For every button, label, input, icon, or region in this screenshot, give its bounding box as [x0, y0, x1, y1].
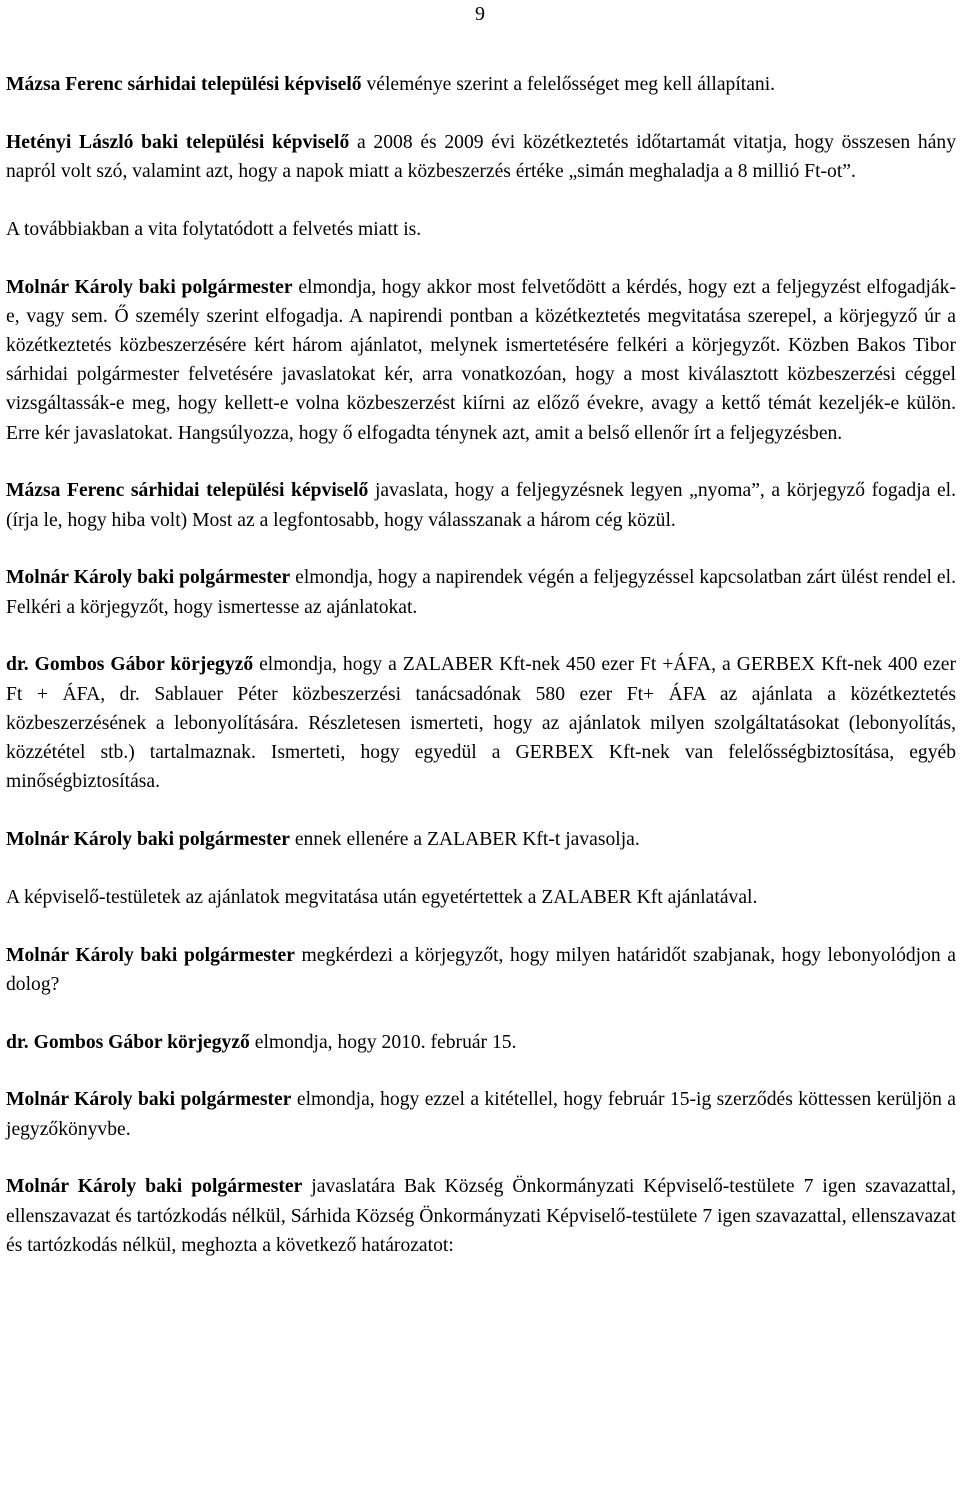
- paragraph: [6, 1028, 956, 1057]
- paragraph-text: elmondja, hogy a ZALABER Kft-nek 450 ezer Ft +ÁFA, a GERBEX Kft-nek 400 ezer Ft + ÁFA, dr. Sablauer Péter közbeszerzési tanácsadónak 580 ezer Ft+ ÁFA az ajánlata a közétkeztetés közbeszerzésének a lebonyolítására. Részletesen ismerteti, hogy az ajánlatok milyen szolgáltatásokat (lebonyolítás, közzététel stb.) tartalmaznak. Ismerteti, hogy egyedül a GERBEX Kft-nek van felelősségbiztosítása, egyéb minőségbiztosítása.: [6, 654, 956, 793]
- paragraph-text: ennek ellenére a ZALABER Kft-t javasolja.: [289, 829, 640, 851]
- paragraph-text: elmondja, hogy 2010. február 15.: [249, 1031, 517, 1053]
- speaker-name: dr. Gombos Gábor körjegyző: [6, 1031, 250, 1053]
- paragraph: [6, 70, 956, 99]
- paragraph: [6, 1085, 956, 1143]
- speaker-name: Mázsa Ferenc sárhidai települési képviselő: [6, 74, 362, 95]
- speaker-name: Molnár Károly baki polgármester: [6, 1089, 292, 1111]
- paragraph-text: A továbbiakban a vita folytatódott a felvetés miatt is.: [6, 218, 422, 240]
- paragraph: [6, 563, 956, 621]
- paragraph-text: javaslata, hogy a feljegyzésnek legyen „nyoma”, a körjegyző fogadja el. (írja le, hogy hiba volt) Most az a legfontosabb, hogy válasszanak a három cég közül.: [6, 480, 956, 531]
- paragraph-text: véleménye szerint a felelősséget meg kell állapítani.: [361, 74, 776, 95]
- paragraph-text: A napirendi pontban a közétkeztetés megvitatása szerepel, a körjegyző úr a közétkeztetés közbeszerzésére kért három ajánlatot, melynek ismertetésére felkéri a körjegyzőt. Közben Bakos Tibor sárhidai polgármester felvetésére javaslatokat kér, arra vonatkozóan, hogy a most kiválasztott közbeszerzési céggel vizsgáltassák-e meg, hogy kellett-e volna közbeszerzést kiírni az előző évekre, avagy a kettő témát kezeljék-e külön. Erre kér javaslatokat. Hangsúlyozza, hogy ő elfogadta ténynek azt, amit a belső ellenőr írt a feljegyzésben.: [6, 305, 956, 444]
- paragraph: [6, 476, 956, 534]
- paragraph-text: megkérdezi a körjegyzőt, hogy milyen határidőt szabjanak, hogy lebonyolódjon a dolog?: [6, 944, 956, 995]
- speaker-name: Hetényi László baki települési képviselő: [6, 131, 350, 153]
- paragraph: [6, 215, 956, 244]
- paragraph-text: a 2008 és 2009 évi közétkeztetés időtartamát vitatja, hogy összesen hány napról volt szó, valamint azt, hogy a napok miatt a közbeszerzés értéke „simán meghaladja a 8 millió Ft-ot”.: [6, 131, 956, 182]
- paragraph: [6, 273, 956, 448]
- paragraph-text: elmondja, hogy ezzel a kitétellel, hogy február 15-ig szerződés köttessen kerüljön a jegyzőkönyvbe.: [6, 1089, 956, 1140]
- paragraph: [6, 1172, 956, 1260]
- paragraph-text: elmondja, hogy akkor most felvetődött a kérdés, hogy ezt a feljegyzést elfogadják-e, vagy sem.: [6, 276, 956, 327]
- document-body: [6, 70, 956, 1260]
- speaker-name: Molnár Károly baki polgármester: [6, 944, 295, 966]
- paragraph: [6, 128, 956, 186]
- speaker-name: Molnár Károly baki polgármester: [6, 829, 290, 851]
- speaker-name: Molnár Károly baki polgármester: [6, 276, 293, 298]
- speaker-name: dr. Gombos Gábor körjegyző: [6, 654, 254, 676]
- paragraph-text: A képviselő-testületek az ajánlatok megvitatása után egyetértettek a ZALABER Kft ajánlatával.: [6, 886, 758, 908]
- paragraph: [6, 825, 956, 854]
- speaker-name: Molnár Károly baki polgármester: [6, 567, 291, 589]
- paragraph: [6, 941, 956, 999]
- paragraph: [6, 650, 956, 796]
- paragraph-text: Ő személy szerint elfogadja.: [114, 305, 344, 327]
- paragraph-text: javaslatára Bak Község Önkormányzati Képviselő-testülete 7 igen szavazattal, ellenszavazat és tartózkodás nélkül, Sárhida Község Önkormányzati Képviselő-testülete 7 igen szavazattal, ellenszavazat és tartózkodás nélkül, meghozta a következő határozatot:: [6, 1176, 956, 1256]
- speaker-name: Mázsa Ferenc sárhidai települési képviselő: [6, 480, 369, 502]
- page-number: 9: [475, 3, 485, 25]
- paragraph: [6, 883, 956, 912]
- speaker-name: Molnár Károly baki polgármester: [6, 1176, 303, 1198]
- paragraph-text: elmondja, hogy a napirendek végén a feljegyzéssel kapcsolatban zárt ülést rendel el. Felkéri a körjegyzőt, hogy ismertesse az ajánlatokat.: [6, 567, 956, 618]
